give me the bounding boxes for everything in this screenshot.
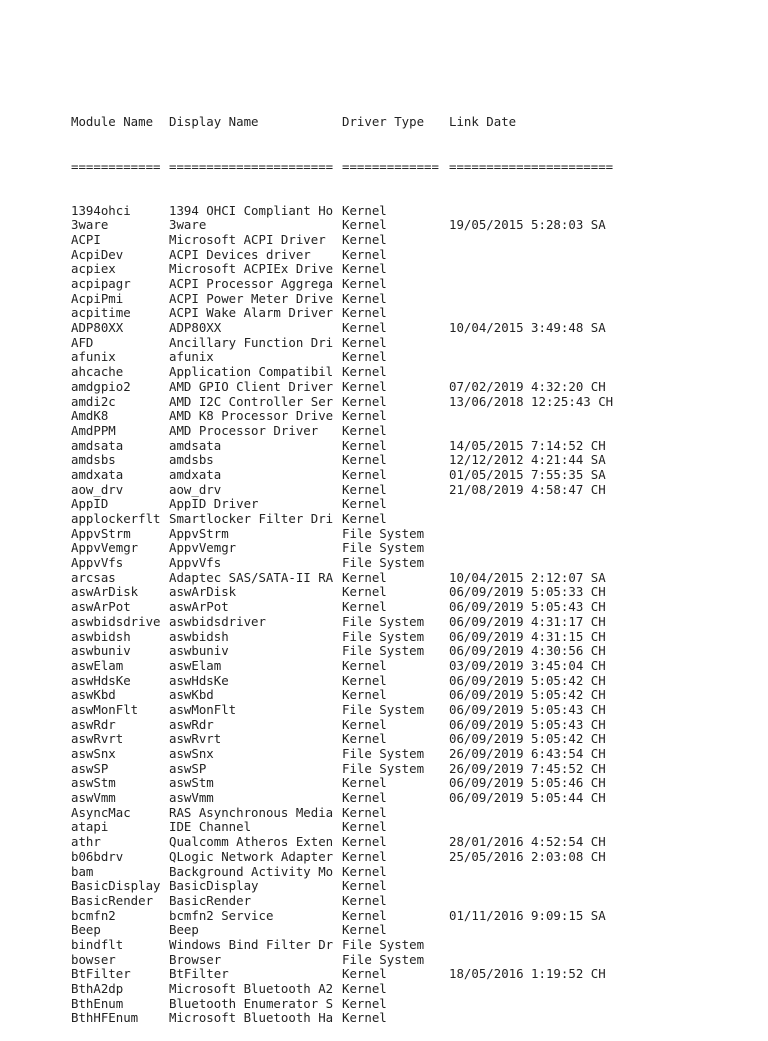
driver-type-cell: Kernel bbox=[342, 409, 387, 424]
table-row bbox=[71, 321, 629, 336]
table-row bbox=[71, 791, 629, 806]
module-name-cell: BtFilter bbox=[71, 967, 131, 982]
header-module-name: Module Name bbox=[71, 115, 154, 130]
display-name-cell: BtFilter bbox=[169, 967, 229, 982]
table-row bbox=[71, 306, 629, 321]
driver-type-cell: Kernel bbox=[342, 688, 387, 703]
display-name-cell: Qualcomm Atheros Exten bbox=[169, 835, 334, 850]
driver-type-cell: File System bbox=[342, 702, 425, 717]
link-date-cell: 06/09/2019 5:05:42 CH bbox=[449, 732, 606, 747]
link-date-cell bbox=[449, 350, 629, 365]
link-date-cell: 01/05/2015 7:55:35 SA bbox=[449, 467, 606, 482]
display-name-cell: Browser bbox=[169, 952, 222, 967]
display-name-cell: Microsoft ACPI Driver bbox=[169, 232, 326, 247]
driver-type-cell: File System bbox=[342, 541, 425, 556]
table-row bbox=[71, 395, 629, 410]
driver-type-cell: Kernel bbox=[342, 321, 387, 336]
display-name-cell: aswbidsdriver bbox=[169, 614, 266, 629]
module-name-cell: aswKbd bbox=[71, 688, 116, 703]
module-name-cell: AppvVemgr bbox=[71, 541, 139, 556]
display-name-cell: Bluetooth Enumerator S bbox=[169, 996, 334, 1011]
table-row bbox=[71, 894, 629, 909]
header-display-name: Display Name bbox=[169, 115, 259, 130]
table-row bbox=[71, 585, 629, 600]
display-name-cell: Adaptec SAS/SATA-II RA bbox=[169, 570, 334, 585]
display-name-cell: AMD K8 Processor Drive bbox=[169, 409, 334, 424]
link-date-cell bbox=[449, 953, 629, 968]
link-date-cell bbox=[449, 556, 629, 571]
table-row bbox=[71, 835, 629, 850]
module-name-cell: amdxata bbox=[71, 467, 124, 482]
display-name-cell: Application Compatibil bbox=[169, 365, 334, 380]
table-row bbox=[71, 248, 629, 263]
table-row bbox=[71, 997, 629, 1012]
table-row bbox=[71, 865, 629, 880]
link-date-cell: 10/04/2015 2:12:07 SA bbox=[449, 570, 606, 585]
driver-type-cell: Kernel bbox=[342, 923, 387, 938]
link-date-cell: 13/06/2018 12:25:43 CH bbox=[449, 394, 614, 409]
separator-link-date: ====================== bbox=[449, 159, 614, 174]
table-row bbox=[71, 233, 629, 248]
driver-type-cell: Kernel bbox=[342, 658, 387, 673]
module-name-cell: aswElam bbox=[71, 658, 124, 673]
link-date-cell bbox=[449, 512, 629, 527]
module-name-cell: AFD bbox=[71, 335, 94, 350]
driver-type-cell: File System bbox=[342, 629, 425, 644]
module-name-cell: AsyncMac bbox=[71, 805, 131, 820]
link-date-cell: 25/05/2016 2:03:08 CH bbox=[449, 849, 606, 864]
display-name-cell: ADP80XX bbox=[169, 321, 222, 336]
table-row bbox=[71, 380, 629, 395]
table-row bbox=[71, 953, 629, 968]
module-name-cell: bindflt bbox=[71, 937, 124, 952]
table-row bbox=[71, 600, 629, 615]
driver-type-cell: Kernel bbox=[342, 482, 387, 497]
display-name-cell: amdsbs bbox=[169, 453, 214, 468]
module-name-cell: aow_drv bbox=[71, 482, 124, 497]
module-name-cell: AppvStrm bbox=[71, 526, 131, 541]
display-name-cell: Background Activity Mo bbox=[169, 864, 334, 879]
module-name-cell: acpipagr bbox=[71, 277, 131, 292]
module-name-cell: arcsas bbox=[71, 570, 116, 585]
link-date-cell bbox=[449, 806, 629, 821]
link-date-cell: 01/11/2016 9:09:15 SA bbox=[449, 908, 606, 923]
display-name-cell: RAS Asynchronous Media bbox=[169, 805, 334, 820]
driver-type-cell: Kernel bbox=[342, 365, 387, 380]
display-name-cell: AppvVfs bbox=[169, 556, 222, 571]
link-date-cell: 06/09/2019 4:31:15 CH bbox=[449, 629, 606, 644]
module-name-cell: amdgpio2 bbox=[71, 379, 131, 394]
link-date-cell: 06/09/2019 5:05:42 CH bbox=[449, 673, 606, 688]
table-row bbox=[71, 762, 629, 777]
table-row bbox=[71, 336, 629, 351]
link-date-cell bbox=[449, 262, 629, 277]
link-date-cell bbox=[449, 292, 629, 307]
driver-type-cell: File System bbox=[342, 747, 425, 762]
driver-type-cell: Kernel bbox=[342, 218, 387, 233]
display-name-cell: aswMonFlt bbox=[169, 702, 237, 717]
table-row bbox=[71, 718, 629, 733]
module-name-cell: aswStm bbox=[71, 776, 116, 791]
display-name-cell: aswbuniv bbox=[169, 644, 229, 659]
table-row bbox=[71, 674, 629, 689]
driver-type-cell: Kernel bbox=[342, 791, 387, 806]
display-name-cell: 1394 OHCI Compliant Ho bbox=[169, 203, 334, 218]
link-date-cell: 21/08/2019 4:58:47 CH bbox=[449, 482, 606, 497]
display-name-cell: AppvStrm bbox=[169, 526, 229, 541]
table-row bbox=[71, 820, 629, 835]
table-row bbox=[71, 350, 629, 365]
table-row bbox=[71, 292, 629, 307]
table-row bbox=[71, 277, 629, 292]
table-row bbox=[71, 703, 629, 718]
module-name-cell: BasicDisplay bbox=[71, 879, 161, 894]
driver-type-cell: Kernel bbox=[342, 232, 387, 247]
display-name-cell: ACPI Processor Aggrega bbox=[169, 277, 334, 292]
table-row bbox=[71, 806, 629, 821]
display-name-cell: AppID Driver bbox=[169, 497, 259, 512]
driver-type-cell: Kernel bbox=[342, 600, 387, 615]
link-date-cell: 07/02/2019 4:32:20 CH bbox=[449, 379, 606, 394]
module-name-cell: acpitime bbox=[71, 306, 131, 321]
module-name-cell: BthHFEnum bbox=[71, 1011, 139, 1026]
table-row bbox=[71, 938, 629, 953]
link-date-cell: 06/09/2019 4:31:17 CH bbox=[449, 614, 606, 629]
link-date-cell bbox=[449, 365, 629, 380]
table-row bbox=[71, 644, 629, 659]
link-date-cell bbox=[449, 409, 629, 424]
separator-display-name: ====================== bbox=[169, 159, 334, 174]
module-name-cell: AmdK8 bbox=[71, 409, 109, 424]
display-name-cell: AMD Processor Driver bbox=[169, 423, 319, 438]
module-name-cell: aswSnx bbox=[71, 747, 116, 762]
module-name-cell: 1394ohci bbox=[71, 203, 131, 218]
link-date-cell: 26/09/2019 6:43:54 CH bbox=[449, 747, 606, 762]
module-name-cell: bam bbox=[71, 864, 94, 879]
driver-type-cell: Kernel bbox=[342, 879, 387, 894]
module-name-cell: acpiex bbox=[71, 262, 116, 277]
display-name-cell: aswRdr bbox=[169, 717, 214, 732]
driver-type-cell: Kernel bbox=[342, 203, 387, 218]
module-name-cell: b06bdrv bbox=[71, 849, 124, 864]
module-name-cell: BthA2dp bbox=[71, 982, 124, 997]
link-date-cell: 06/09/2019 5:05:43 CH bbox=[449, 717, 606, 732]
display-name-cell: IDE Channel bbox=[169, 820, 252, 835]
display-name-cell: ACPI Wake Alarm Driver bbox=[169, 306, 334, 321]
table-row bbox=[71, 541, 629, 556]
module-name-cell: aswbidsh bbox=[71, 629, 131, 644]
table-row bbox=[71, 204, 629, 219]
display-name-cell: BasicRender bbox=[169, 893, 252, 908]
link-date-cell: 18/05/2016 1:19:52 CH bbox=[449, 967, 606, 982]
table-row bbox=[71, 453, 629, 468]
driver-type-cell: Kernel bbox=[342, 835, 387, 850]
driver-type-cell: File System bbox=[342, 937, 425, 952]
driver-type-cell: File System bbox=[342, 614, 425, 629]
table-row bbox=[71, 747, 629, 762]
display-name-cell: Microsoft ACPIEx Drive bbox=[169, 262, 334, 277]
module-name-cell: athr bbox=[71, 835, 101, 850]
module-name-cell: BthEnum bbox=[71, 996, 124, 1011]
display-name-cell: AMD I2C Controller Ser bbox=[169, 394, 334, 409]
table-row bbox=[71, 688, 629, 703]
table-row bbox=[71, 982, 629, 997]
table-row bbox=[71, 630, 629, 645]
link-date-cell bbox=[449, 424, 629, 439]
display-name-cell: AMD GPIO Client Driver bbox=[169, 379, 334, 394]
module-name-cell: AmdPPM bbox=[71, 423, 116, 438]
display-name-cell: Ancillary Function Dri bbox=[169, 335, 334, 350]
table-row bbox=[71, 409, 629, 424]
driver-type-cell: Kernel bbox=[342, 291, 387, 306]
driver-type-cell: Kernel bbox=[342, 277, 387, 292]
driver-type-cell: Kernel bbox=[342, 438, 387, 453]
table-row bbox=[71, 218, 629, 233]
table-row bbox=[71, 776, 629, 791]
module-name-cell: aswArDisk bbox=[71, 585, 139, 600]
table-row bbox=[71, 468, 629, 483]
driver-type-cell: Kernel bbox=[342, 394, 387, 409]
display-name-cell: aow_drv bbox=[169, 482, 222, 497]
link-date-cell: 12/12/2012 4:21:44 SA bbox=[449, 453, 606, 468]
table-row bbox=[71, 659, 629, 674]
table-row bbox=[71, 923, 629, 938]
link-date-cell bbox=[449, 923, 629, 938]
display-name-cell: aswVmm bbox=[169, 791, 214, 806]
module-name-cell: atapi bbox=[71, 820, 109, 835]
module-name-cell: aswbuniv bbox=[71, 644, 131, 659]
header-row bbox=[71, 115, 629, 130]
table-row bbox=[71, 967, 629, 982]
driver-type-cell: Kernel bbox=[342, 864, 387, 879]
module-name-cell: aswRdr bbox=[71, 717, 116, 732]
driver-type-cell: Kernel bbox=[342, 306, 387, 321]
table-row bbox=[71, 571, 629, 586]
display-name-cell: aswKbd bbox=[169, 688, 214, 703]
driver-type-cell: Kernel bbox=[342, 335, 387, 350]
driver-type-cell: Kernel bbox=[342, 497, 387, 512]
separator-module-name: ============ bbox=[71, 159, 161, 174]
display-name-cell: aswSnx bbox=[169, 747, 214, 762]
driver-type-cell: Kernel bbox=[342, 423, 387, 438]
driver-type-cell: File System bbox=[342, 526, 425, 541]
separator-row bbox=[71, 160, 629, 175]
module-name-cell: aswVmm bbox=[71, 791, 116, 806]
module-name-cell: aswSP bbox=[71, 761, 109, 776]
link-date-cell: 26/09/2019 7:45:52 CH bbox=[449, 761, 606, 776]
table-row bbox=[71, 879, 629, 894]
link-date-cell bbox=[449, 541, 629, 556]
display-name-cell: bcmfn2 Service bbox=[169, 908, 274, 923]
driver-rows bbox=[71, 204, 629, 1027]
module-name-cell: BasicRender bbox=[71, 893, 154, 908]
display-name-cell: BasicDisplay bbox=[169, 879, 259, 894]
driver-type-cell: Kernel bbox=[342, 820, 387, 835]
driver-type-cell: Kernel bbox=[342, 379, 387, 394]
link-date-cell: 06/09/2019 4:30:56 CH bbox=[449, 644, 606, 659]
display-name-cell: Beep bbox=[169, 923, 199, 938]
driver-type-cell: Kernel bbox=[342, 776, 387, 791]
driver-type-cell: Kernel bbox=[342, 512, 387, 527]
display-name-cell: ACPI Power Meter Drive bbox=[169, 291, 334, 306]
link-date-cell bbox=[449, 865, 629, 880]
driver-type-cell: Kernel bbox=[342, 453, 387, 468]
display-name-cell: aswSP bbox=[169, 761, 207, 776]
link-date-cell: 19/05/2015 5:28:03 SA bbox=[449, 218, 606, 233]
header-link-date: Link Date bbox=[449, 115, 517, 130]
driver-type-cell: File System bbox=[342, 952, 425, 967]
driver-type-cell: File System bbox=[342, 556, 425, 571]
display-name-cell: aswHdsKe bbox=[169, 673, 229, 688]
module-name-cell: bcmfn2 bbox=[71, 908, 116, 923]
driver-type-cell: Kernel bbox=[342, 996, 387, 1011]
display-name-cell: Microsoft Bluetooth A2 bbox=[169, 982, 334, 997]
table-row bbox=[71, 527, 629, 542]
link-date-cell: 10/04/2015 3:49:48 SA bbox=[449, 321, 606, 336]
link-date-cell: 14/05/2015 7:14:52 CH bbox=[449, 438, 606, 453]
display-name-cell: Windows Bind Filter Dr bbox=[169, 937, 334, 952]
link-date-cell bbox=[449, 938, 629, 953]
table-row bbox=[71, 262, 629, 277]
link-date-cell bbox=[449, 997, 629, 1012]
driver-type-cell: Kernel bbox=[342, 893, 387, 908]
driver-type-cell: Kernel bbox=[342, 849, 387, 864]
link-date-cell: 06/09/2019 5:05:44 CH bbox=[449, 791, 606, 806]
module-name-cell: bowser bbox=[71, 952, 116, 967]
display-name-cell: Smartlocker Filter Dri bbox=[169, 512, 334, 527]
link-date-cell: 28/01/2016 4:52:54 CH bbox=[449, 835, 606, 850]
module-name-cell: aswMonFlt bbox=[71, 702, 139, 717]
driver-type-cell: Kernel bbox=[342, 967, 387, 982]
link-date-cell bbox=[449, 306, 629, 321]
driver-query-listing bbox=[71, 86, 629, 1041]
link-date-cell: 03/09/2019 3:45:04 CH bbox=[449, 658, 606, 673]
driver-type-cell: Kernel bbox=[342, 570, 387, 585]
module-name-cell: Beep bbox=[71, 923, 101, 938]
module-name-cell: 3ware bbox=[71, 218, 109, 233]
display-name-cell: aswArPot bbox=[169, 600, 229, 615]
display-name-cell: aswbidsh bbox=[169, 629, 229, 644]
display-name-cell: aswElam bbox=[169, 658, 222, 673]
display-name-cell: afunix bbox=[169, 350, 214, 365]
link-date-cell bbox=[449, 879, 629, 894]
display-name-cell: QLogic Network Adapter bbox=[169, 849, 334, 864]
table-row bbox=[71, 732, 629, 747]
table-row bbox=[71, 615, 629, 630]
module-name-cell: aswHdsKe bbox=[71, 673, 131, 688]
driver-type-cell: Kernel bbox=[342, 585, 387, 600]
driver-type-cell: File System bbox=[342, 761, 425, 776]
table-row bbox=[71, 439, 629, 454]
module-name-cell: amdi2c bbox=[71, 394, 116, 409]
link-date-cell: 06/09/2019 5:05:42 CH bbox=[449, 688, 606, 703]
driver-type-cell: Kernel bbox=[342, 467, 387, 482]
separator-driver-type: ============= bbox=[342, 159, 439, 174]
display-name-cell: Microsoft Bluetooth Ha bbox=[169, 1011, 334, 1026]
link-date-cell: 06/09/2019 5:05:46 CH bbox=[449, 776, 606, 791]
table-row bbox=[71, 424, 629, 439]
driver-type-cell: Kernel bbox=[342, 247, 387, 262]
module-name-cell: aswRvrt bbox=[71, 732, 124, 747]
display-name-cell: aswStm bbox=[169, 776, 214, 791]
display-name-cell: amdsata bbox=[169, 438, 222, 453]
driver-type-cell: Kernel bbox=[342, 350, 387, 365]
link-date-cell bbox=[449, 233, 629, 248]
module-name-cell: afunix bbox=[71, 350, 116, 365]
link-date-cell bbox=[449, 204, 629, 219]
driver-type-cell: Kernel bbox=[342, 717, 387, 732]
table-row bbox=[71, 556, 629, 571]
link-date-cell: 06/09/2019 5:05:33 CH bbox=[449, 585, 606, 600]
driver-type-cell: Kernel bbox=[342, 908, 387, 923]
module-name-cell: AppID bbox=[71, 497, 109, 512]
table-row bbox=[71, 497, 629, 512]
display-name-cell: ACPI Devices driver bbox=[169, 247, 311, 262]
module-name-cell: aswArPot bbox=[71, 600, 131, 615]
link-date-cell bbox=[449, 527, 629, 542]
table-row bbox=[71, 909, 629, 924]
link-date-cell: 06/09/2019 5:05:43 CH bbox=[449, 600, 606, 615]
driver-type-cell: Kernel bbox=[342, 805, 387, 820]
driver-type-cell: Kernel bbox=[342, 673, 387, 688]
display-name-cell: amdxata bbox=[169, 467, 222, 482]
module-name-cell: aswbidsdrive bbox=[71, 614, 161, 629]
link-date-cell bbox=[449, 894, 629, 909]
display-name-cell: aswArDisk bbox=[169, 585, 237, 600]
header-driver-type: Driver Type bbox=[342, 115, 425, 130]
driver-type-cell: Kernel bbox=[342, 1011, 387, 1026]
module-name-cell: ACPI bbox=[71, 232, 101, 247]
driver-type-cell: Kernel bbox=[342, 732, 387, 747]
module-name-cell: AcpiPmi bbox=[71, 291, 124, 306]
link-date-cell bbox=[449, 982, 629, 997]
link-date-cell: 06/09/2019 5:05:43 CH bbox=[449, 702, 606, 717]
display-name-cell: 3ware bbox=[169, 218, 207, 233]
module-name-cell: AcpiDev bbox=[71, 247, 124, 262]
link-date-cell bbox=[449, 248, 629, 263]
driver-type-cell: Kernel bbox=[342, 262, 387, 277]
link-date-cell bbox=[449, 820, 629, 835]
module-name-cell: amdsata bbox=[71, 438, 124, 453]
module-name-cell: ahcache bbox=[71, 365, 124, 380]
module-name-cell: ADP80XX bbox=[71, 321, 124, 336]
link-date-cell bbox=[449, 497, 629, 512]
display-name-cell: aswRvrt bbox=[169, 732, 222, 747]
module-name-cell: applockerflt bbox=[71, 512, 161, 527]
driver-type-cell: File System bbox=[342, 644, 425, 659]
table-row bbox=[71, 365, 629, 380]
link-date-cell bbox=[449, 336, 629, 351]
module-name-cell: amdsbs bbox=[71, 453, 116, 468]
module-name-cell: AppvVfs bbox=[71, 556, 124, 571]
table-row bbox=[71, 483, 629, 498]
display-name-cell: AppvVemgr bbox=[169, 541, 237, 556]
table-row bbox=[71, 512, 629, 527]
driver-type-cell: Kernel bbox=[342, 982, 387, 997]
link-date-cell bbox=[449, 277, 629, 292]
table-row bbox=[71, 850, 629, 865]
